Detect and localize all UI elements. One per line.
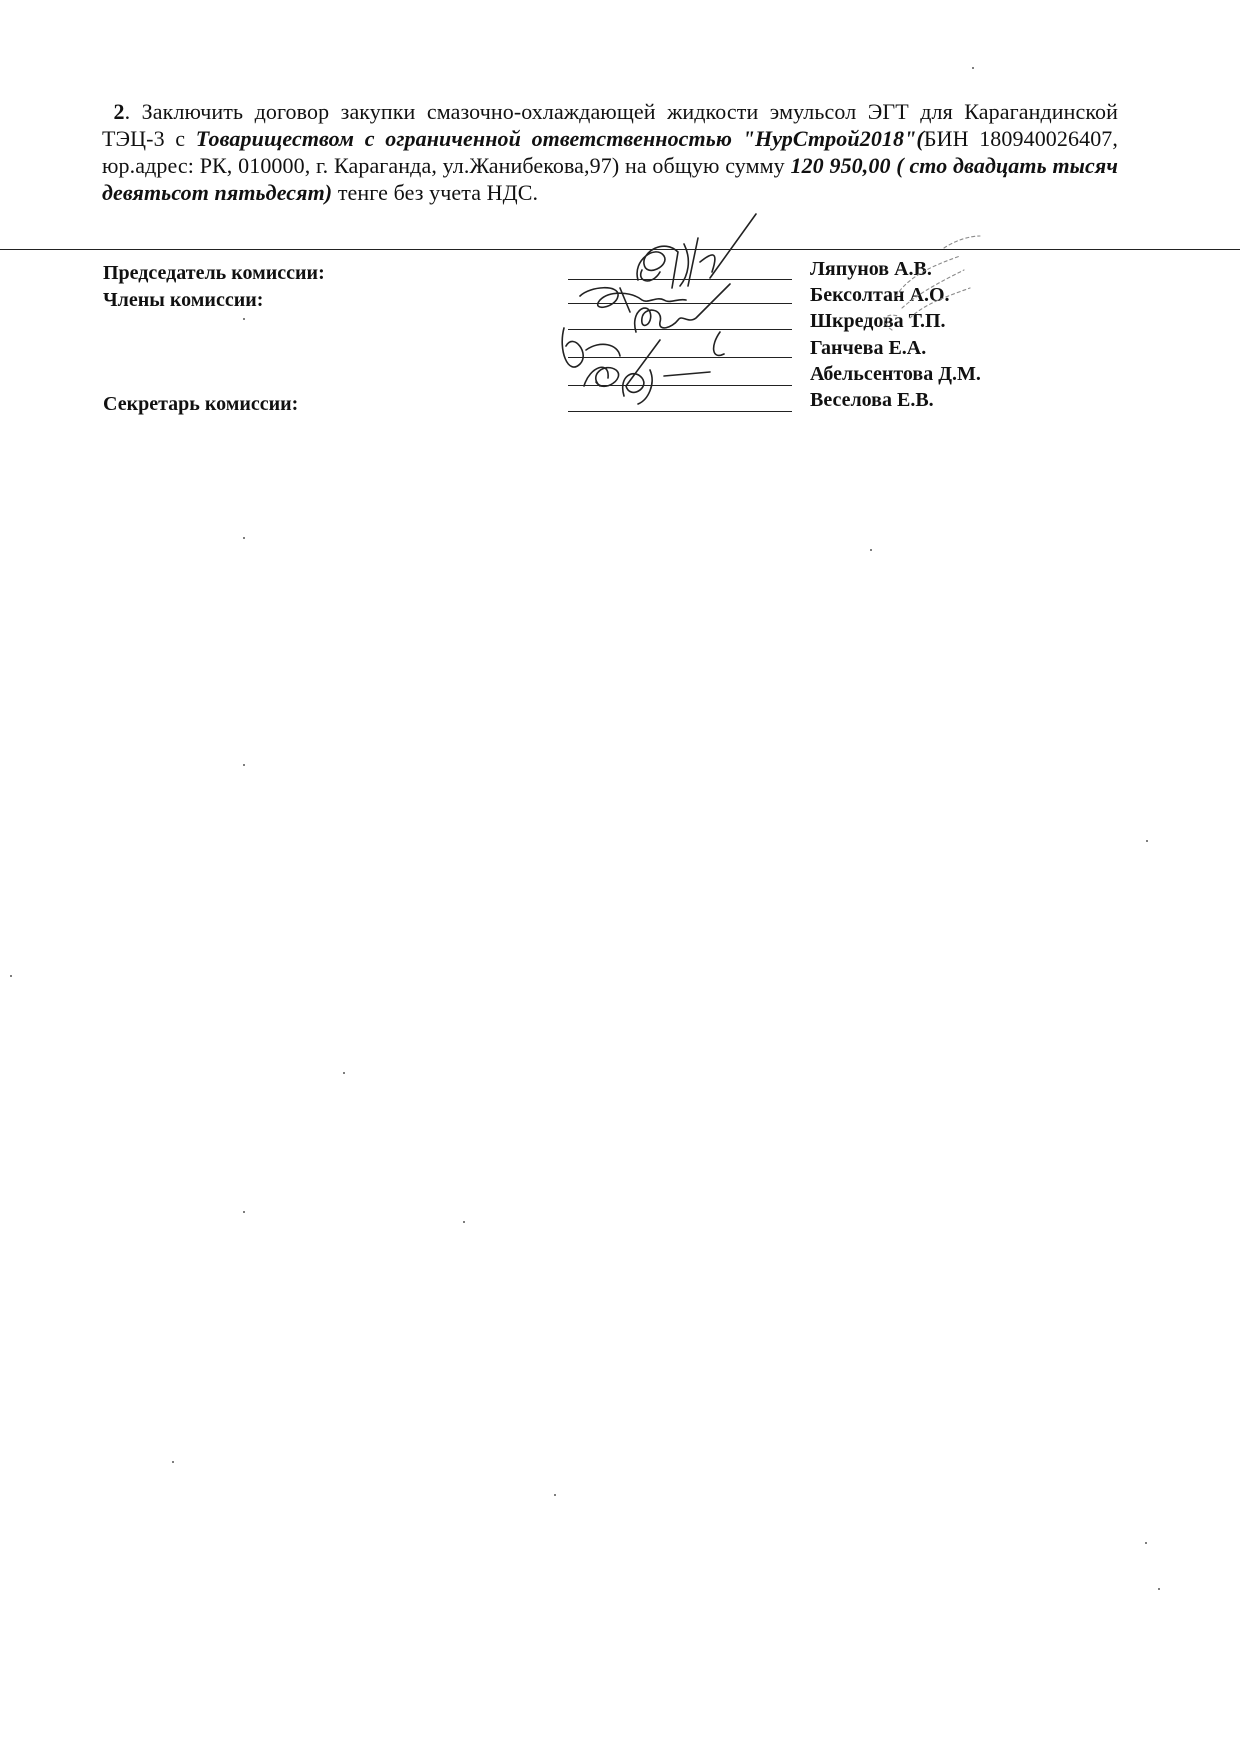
chairman-label: Председатель комиссии: (103, 262, 325, 284)
scan-speck (1145, 1542, 1147, 1544)
company-name: Товариществом с ограниченной ответственностью "НурСтрой2018"( (195, 126, 924, 151)
faint-stamp-mark (885, 236, 980, 330)
secretary-label: Секретарь комиссии: (103, 393, 299, 415)
member-name-6: Веселова Е.В. (810, 389, 934, 411)
decision-text-before: . Заключить договор закупки смазочно-охлаждающей жидкости эмульсол ЭГТ для Карагандинской ТЭЦ-3 с (102, 99, 1118, 151)
member-name-3: Шкредова Т.П. (810, 310, 946, 332)
signature-member-3 (562, 328, 724, 367)
scan-speck (1146, 840, 1148, 842)
decision-text-after: тенге без учета НДС. (332, 180, 539, 205)
scan-speck (10, 975, 12, 977)
scan-speck (1158, 1588, 1160, 1590)
scan-speck (243, 1211, 245, 1213)
scan-speck (243, 764, 245, 766)
scan-speck (972, 67, 974, 69)
scan-speck (243, 318, 245, 320)
scan-speck (243, 537, 245, 539)
scan-speck (870, 549, 872, 551)
decision-paragraph (102, 98, 1118, 206)
signature-member-4 (596, 340, 710, 404)
scan-speck (172, 1461, 174, 1463)
scan-speck (463, 1221, 465, 1223)
member-name-1: Ляпунов А.В. (810, 258, 932, 280)
scan-speck (554, 1494, 556, 1496)
member-name-4: Ганчева Е.А. (810, 337, 927, 359)
handwritten-signatures (560, 200, 1080, 430)
signature-member-2 (635, 284, 730, 332)
signature-member-1 (580, 288, 686, 308)
member-name-5: Абельсентова Д.М. (810, 363, 981, 385)
scan-speck (343, 1072, 345, 1074)
contract-amount: 120 950,00 ( сто двадцать тысяч девятьсот пятьдесят) (102, 153, 1118, 205)
signature-chairman (637, 214, 756, 288)
members-label: Члены комиссии: (103, 289, 264, 311)
member-name-2: Бексолтан А.О. (810, 284, 950, 306)
decision-text-middle: БИН 180940026407, юр.адрес: РК, 010000, г. Караганда, ул.Жанибекова,97) на общую сумму (102, 126, 1118, 178)
decision-number: 2 (113, 99, 125, 124)
